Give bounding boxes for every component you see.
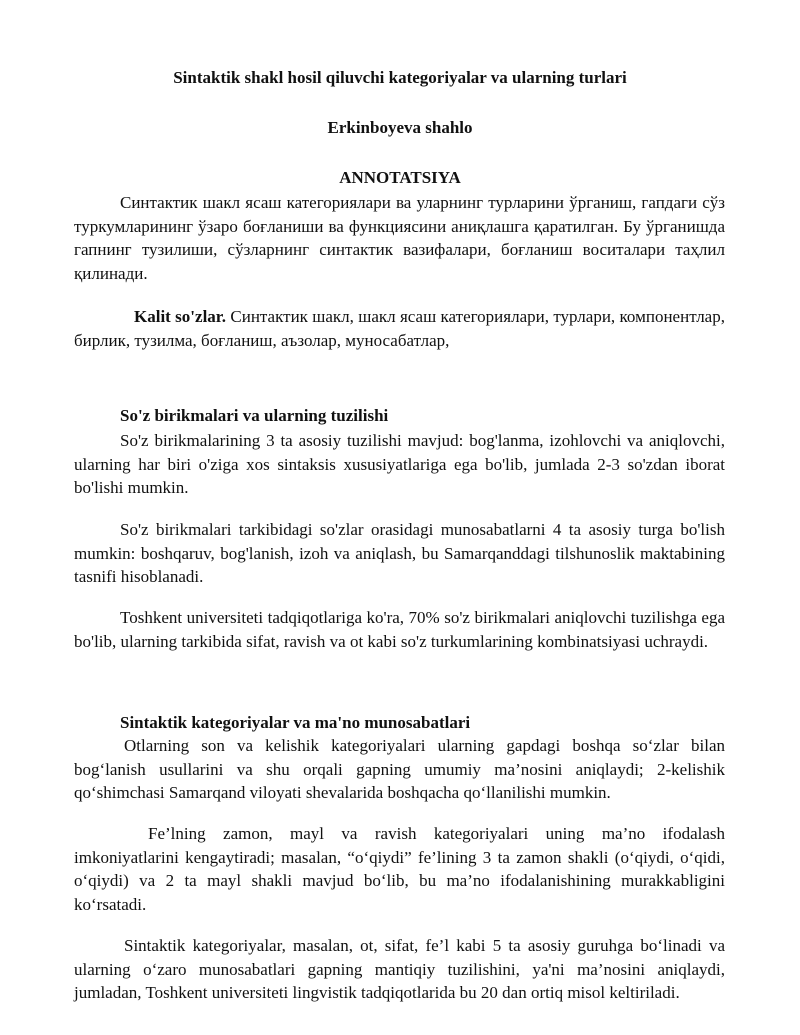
annotation-heading: ANNOTATSIYA bbox=[339, 168, 461, 187]
keywords-label: Kalit so'zlar. bbox=[134, 307, 227, 326]
keywords-paragraph bbox=[74, 305, 725, 352]
section2-paragraph-3: Sintaktik kategoriyalar, masalan, ot, sifat, fe’l kabi 5 ta asosiy guruhga bo‘linadi va ularning o‘zaro munosabatlari gapning mantiqiy tuzilishini, ya'ni ma’nosini aniqlaydi, jumladan, Toshkent universiteti lingvistik tadqiqotlarida bu 20 dan ortiq misol keltiriladi. bbox=[74, 936, 725, 1002]
author-name: Erkinboyeva shahlo bbox=[327, 118, 473, 137]
annotation-paragraph: Синтактик шакл ясаш категориялари ва уларнинг турларини ўрганиш, гапдаги сўз туркумларининг ўзаро боғланиши ва функциясини аниқлашга қаратилган. Бу ўрганишда гапнинг тузилиши, сўзларнинг синтактик вазифалари, боғланиш воситалари таҳлил қилинади. bbox=[74, 193, 725, 283]
section1-heading: So'z birikmalari va ularning tuzilishi bbox=[120, 406, 389, 425]
section2-paragraph-2: Fe’lning zamon, mayl va ravish kategoriyalari uning ma’no ifodalash imkoniyatlarini kengaytiradi; masalan, “o‘qiydi” fe’lining 3 ta zamon shakli (o‘qiydi, o‘qidi, o‘qiydi) va 2 ta mayl shakli mavjud bo‘lib, bu ma’no ifodalanishining murakkabligini ko‘rsatadi. bbox=[74, 824, 725, 914]
document-title: Sintaktik shakl hosil qiluvchi kategoriyalar va ularning turlari bbox=[173, 68, 627, 87]
section1-paragraph-2: So'z birikmalari tarkibidagi so'zlar orasidagi munosabatlarni 4 ta asosiy turga bo'lish mumkin: boshqaruv, bog'lanish, izoh va aniqlash, bu Samarqanddagi tilshunoslik maktabining tasnifi hisoblanadi. bbox=[74, 520, 725, 586]
section1-paragraph-3: Toshkent universiteti tadqiqotlariga ko'ra, 70% so'z birikmalari aniqlovchi tuzilishga ega bo'lib, ularning tarkibida sifat, ravish va ot kabi so'z turkumlarining kombinatsiyasi uchraydi. bbox=[74, 608, 725, 651]
section1-paragraph-1: So'z birikmalarining 3 ta asosiy tuzilishi mavjud: bog'lanma, izohlovchi va aniqlovchi, ularning har biri o'ziga xos sintaksis xususiyatlariga ega bo'lib, jumlada 2-3 so'zdan iborat bo'lishi mumkin. bbox=[74, 431, 725, 497]
keywords-text: Синтактик шакл, шакл ясаш категориялари, турлари, компонентлар, бирлик, тузилма, боғланиш, аъзолар, муносабатлар, bbox=[74, 307, 725, 350]
section2-heading: Sintaktik kategoriyalar va ma'no munosabatlari bbox=[120, 713, 471, 732]
section2-paragraph-1: Otlarning son va kelishik kategoriyalari ularning gapdagi boshqa so‘zlar bilan bog‘lanish usullarini va shu orqali gapning umumiy ma’nosini aniqlaydi; 2-kelishik qo‘shimchasi Samarqand viloyati shevalarida boshqacha qo‘llanilishi mumkin. bbox=[74, 736, 725, 802]
